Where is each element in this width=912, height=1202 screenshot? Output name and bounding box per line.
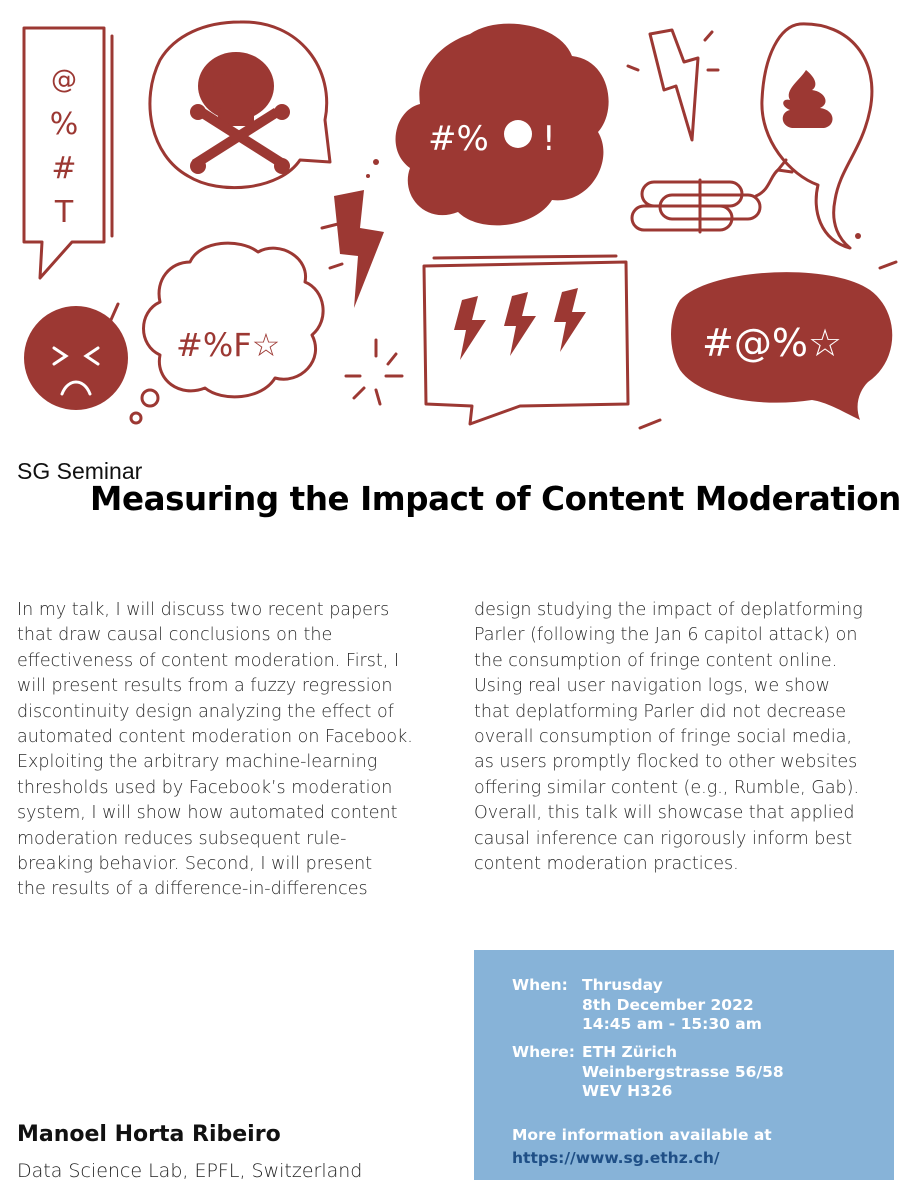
abstract-line: offering similar content (e.g., Rumble, Gab). — [474, 777, 860, 798]
skull-icon — [190, 52, 290, 174]
abstract-line: Using real user navigation logs, we show — [474, 676, 830, 697]
svg-text:#%F☆: #%F☆ — [176, 326, 281, 364]
event-info-box — [474, 950, 894, 1180]
angry-face-icon — [24, 306, 128, 410]
svg-text:!: ! — [542, 119, 556, 159]
abstract-line: design studying the impact of deplatforming — [474, 600, 863, 620]
abstract-line: content moderation practices. — [474, 854, 739, 875]
bolts-bubble-icon — [424, 262, 628, 424]
abstract-line: system, I will show how automated content — [17, 803, 398, 824]
speaker-affiliation: Data Science Lab, EPFL, Switzerland — [17, 1160, 363, 1182]
event-time: 14:45 am - 15:30 am — [582, 1015, 762, 1033]
sparkle-icon — [346, 340, 402, 404]
when-value — [582, 976, 762, 1035]
lightning-bolt-icon — [334, 190, 384, 308]
abstract-line: breaking behavior. Second, I will present — [17, 854, 373, 875]
abstract-line: automated content moderation on Facebook. — [17, 727, 413, 748]
speaker-name: Manoel Horta Ribeiro — [17, 1122, 281, 1147]
header-illustration — [0, 0, 912, 440]
talk-title: Measuring the Impact of Content Moderation — [90, 480, 901, 518]
venue-name: ETH Zürich — [582, 1043, 677, 1061]
svg-text:#: # — [51, 151, 77, 186]
dynamite-icon — [632, 160, 792, 232]
abstract-line: effectiveness of content moderation. First, I — [17, 650, 400, 671]
more-info-link[interactable]: https://www.sg.ethz.ch/ — [512, 1149, 720, 1167]
abstract-line: that deplatforming Parler did not decrease — [474, 701, 846, 722]
thought-cloud-icon — [144, 243, 324, 397]
abstract-line: Exploiting the arbitrary machine-learning — [17, 752, 378, 773]
where-value — [582, 1043, 784, 1102]
abstract-left-column — [17, 598, 457, 903]
venue-street: Weinbergstrasse 56/58 — [582, 1062, 784, 1081]
abstract-line: the consumption of fringe content online. — [474, 650, 838, 671]
lightning-icon — [650, 30, 698, 140]
abstract-line: the results of a difference-in-differences — [17, 879, 368, 900]
abstract-line: that draw causal conclusions on the — [17, 625, 333, 646]
svg-text:#%: #% — [428, 119, 489, 159]
svg-text:#@%☆: #@%☆ — [702, 321, 843, 365]
more-info-text: More information available at — [512, 1126, 772, 1144]
abstract-line: In my talk, I will discuss two recent papers — [17, 600, 390, 620]
when-label: When: — [512, 976, 568, 994]
abstract-line: overall consumption of fringe social media, — [474, 727, 853, 748]
svg-text:%: % — [49, 107, 79, 142]
abstract-line: discontinuity design analyzing the effect of — [17, 701, 394, 722]
abstract-line: Parler (following the Jan 6 capitol attack) on — [474, 625, 858, 646]
event-day: Thrusday — [582, 976, 663, 994]
abstract-line: Overall, this talk will showcase that applied — [474, 803, 855, 824]
venue-room: WEV H326 — [582, 1082, 673, 1100]
abstract-line: as users promptly flocked to other websites — [474, 752, 858, 773]
abstract-line: causal inference can rigorously inform best — [474, 828, 853, 849]
abstract-line: thresholds used by Facebook’s moderation — [17, 777, 393, 798]
abstract-line: will present results from a fuzzy regression — [17, 676, 393, 697]
poop-icon — [783, 70, 833, 128]
svg-text:@: @ — [51, 65, 77, 95]
svg-text:T: T — [54, 195, 74, 230]
abstract-right-column — [474, 598, 912, 877]
where-label: Where: — [512, 1043, 575, 1061]
poop-bubble-icon — [762, 24, 872, 248]
seminar-label: SG Seminar — [17, 458, 143, 484]
abstract-line: moderation reduces subsequent rule- — [17, 828, 347, 849]
event-date: 8th December 2022 — [582, 995, 754, 1014]
